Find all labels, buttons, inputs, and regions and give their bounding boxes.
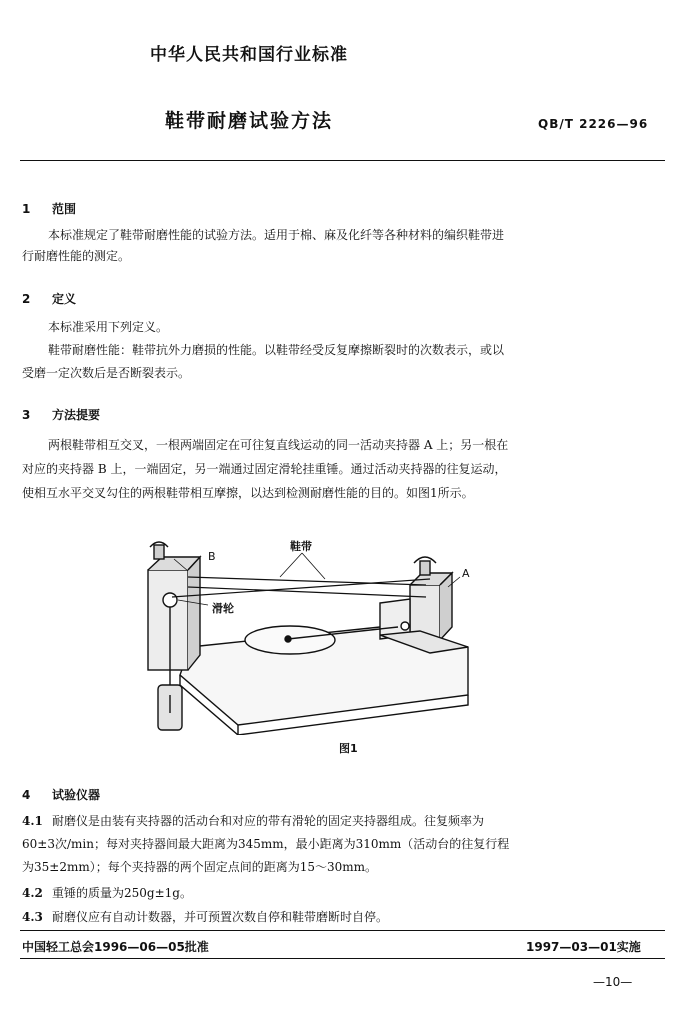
item-4-1-line3: 为35±2mm）；每个夹持器的两个固定点间的距离为15～30mm。 (22, 860, 378, 874)
section-3-heading (22, 406, 100, 423)
header-rule (20, 160, 665, 161)
implementation-date: 1997—03—01实施 (526, 940, 641, 954)
footer-rule (20, 930, 665, 931)
section-2-heading (22, 290, 76, 307)
footer-rule-bottom (20, 958, 665, 959)
figure-1-apparatus-drawing (130, 535, 490, 735)
section-2-paragraph-line2: 鞋带耐磨性能：鞋带抗外力磨损的性能。以鞋带经受反复摩擦断裂时的次数表示，或以 (48, 343, 505, 357)
section-1-heading (22, 200, 76, 217)
figure-label-shoelace: 鞋带 (290, 540, 312, 553)
section-2-paragraph-line3: 受磨一定次数后是否断裂表示。 (22, 366, 191, 380)
item-text: 耐磨仪是由装有夹持器的活动台和对应的带有滑轮的固定夹持器组成。往复频率为 (52, 814, 485, 828)
section-2-paragraph-line1: 本标准采用下列定义。 (48, 320, 169, 334)
section-3-paragraph-line3: 使相互水平交叉勾住的两根鞋带相互摩擦，以达到检测耐磨性能的目的。如图1所示。 (22, 486, 474, 500)
page-number: —10— (593, 975, 633, 989)
document-title: 鞋带耐磨试验方法 (165, 110, 334, 132)
section-3-paragraph-line2: 对应的夹持器 B 上，一端固定，另一端通过固定滑轮挂重锤。通过活动夹持器的往复运动， (22, 462, 507, 476)
item-number: 4.2 (22, 886, 43, 900)
section-number: 4 (22, 788, 31, 802)
item-number: 4.3 (22, 910, 43, 924)
issuing-authority: 中华人民共和国行业标准 (150, 45, 348, 65)
approval-date: 中国轻工总会1996—06—05批准 (22, 940, 209, 954)
figure-caption: 图1 (339, 742, 358, 755)
section-title: 定义 (52, 292, 77, 306)
section-number: 2 (22, 292, 31, 306)
section-1-paragraph-line1: 本标准规定了鞋带耐磨性能的试验方法。适用于棉、麻及化纤等各种材料的编织鞋带进 (48, 228, 505, 242)
item-text: 重锤的质量为250g±1g。 (52, 886, 192, 900)
section-title: 范围 (52, 202, 77, 216)
item-4-3 (22, 908, 662, 926)
section-title: 试验仪器 (52, 788, 101, 802)
item-number: 4.1 (22, 814, 43, 828)
section-1-paragraph-line2: 行耐磨性能的测定。 (22, 249, 131, 263)
item-text: 耐磨仪应有自动计数器，并可预置次数自停和鞋带磨断时自停。 (52, 910, 389, 924)
figure-label-pulley: 滑轮 (212, 602, 234, 615)
item-4-1-line2: 60±3次/min；每对夹持器间最大距离为345mm，最小距离为310mm（活动台的往复行程 (22, 837, 510, 851)
section-4-heading (22, 786, 100, 803)
section-number: 1 (22, 202, 31, 216)
figure-label-a: A (462, 567, 470, 580)
figure-label-b: B (208, 550, 216, 563)
section-number: 3 (22, 408, 31, 422)
section-title: 方法提要 (52, 408, 101, 422)
item-4-2 (22, 884, 662, 902)
item-4-1-line1 (22, 812, 662, 830)
section-3-paragraph-line1: 两根鞋带相互交叉，一根两端固定在可往复直线运动的同一活动夹持器 A 上；另一根在 (48, 438, 509, 452)
standard-number: QB/T 2226—96 (538, 117, 649, 131)
